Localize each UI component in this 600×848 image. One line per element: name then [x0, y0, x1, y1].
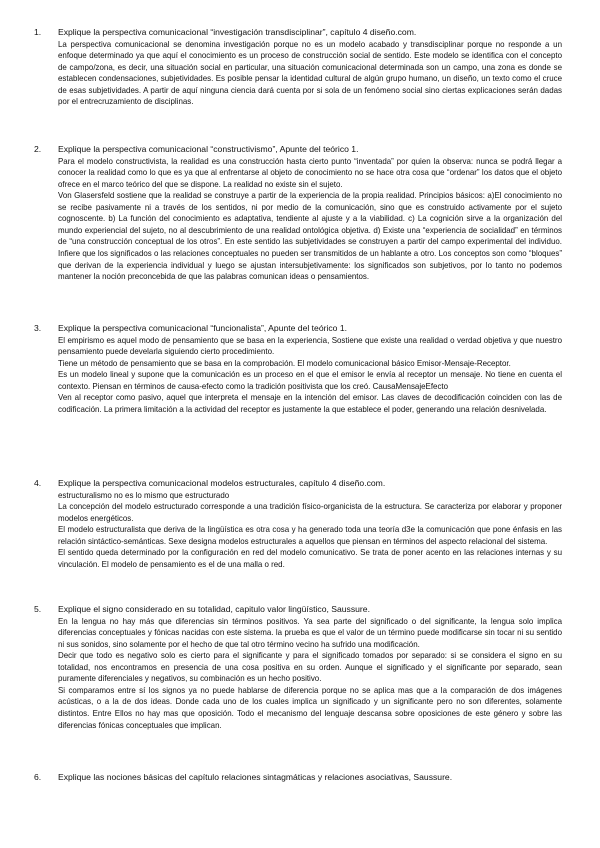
answer-body	[58, 39, 562, 108]
answer-paragraph: Si comparamos entre sí los signos ya no puede hablarse de diferencia porque no se aplica mas que a la comparación de dos imágenes acústicas, o a la de dos ideas. Donde cada uno de los cuales implica un significado y un significante pero no son diferentes, solamente distintos. Entre Ellos no hay mas que oposición. Todo el mecanismo del lenguaje descansa sobre oposiciones de este género y sobre las diferencias fónicas conceptuales que implican.	[58, 685, 562, 730]
question-title: Explique el signo considerado en su totalidad, capitulo valor lingüístico, Saussure.	[58, 604, 370, 614]
question-title: Explique la perspectiva comunicacional “funcionalista”, Apunte del teórico 1.	[58, 323, 348, 333]
question-6	[34, 772, 562, 784]
answer-paragraph: El sentido queda determinado por la configuración en red del modelo comunicativo. Se trata de poner acento en las relaciones internas y su vinculación. El modelo de pensamiento es el de una malla o red.	[58, 548, 562, 569]
question-1	[34, 27, 562, 108]
answer-paragraph: El modelo estructuralista que deriva de la lingüística es otra cosa y ha generado toda una teoría d3e la comunicación que pone énfasis en las relación sintáctico-semánticas. Sexe designa modelos estructurales a aquellos que piensan en términos del aspecto relacional del sistema.	[58, 525, 562, 546]
answer-paragraph: estructuralismo no es lo mismo que estructurado	[58, 490, 230, 500]
answer-paragraph: En la lengua no hay más que diferencias sin términos positivos. Ya sea parte del significado o del significante, la lengua solo implica diferencias conceptuales y fónicas nacidas con este sistema. la prueba es que el valor de un término puede modificarse sin tocar ni su sentido ni sus sonidos, sino solamente por el hecho de que tal otro término vecino ha sufrido una modificación.	[58, 616, 562, 649]
question-5	[34, 604, 562, 731]
answer-paragraph: La concepción del modelo estructurado corresponde a una tradición físico-organicista de la estructura. Se caracteriza por elaborar y proponer modelos energéticos.	[58, 502, 562, 523]
question-number: 6.	[34, 772, 42, 782]
answer-body	[58, 156, 562, 283]
question-title: Explique las nociones básicas del capítulo relaciones sintagmáticas y relaciones asociativas, Saussure.	[58, 772, 453, 782]
question-number: 1.	[34, 27, 42, 37]
answer-paragraph: Decir que todo es negativo solo es cierto para el significante y para el significado tomados por separado: si se considera el signo en su totalidad, nos encontramos en presencia de una cosa positiva en su orden. Aunque el significado y el significante por separado, sean puramente diferenciales y negativos, su combinación es un hecho positivo.	[58, 651, 562, 684]
answer-paragraph: Von Glasersfeld sostiene que la realidad se construye a partir de la experiencia de la propia realidad. Principios básicos: a)El conocimiento no se recibe pasivamente ni a través de los sentidos, ni por medio de la comunicación, sino que es construido activamente por el sujeto cognoscente. b) La función del conocimiento es adaptativa, tendiente al ajuste y a la viabilidad. c) La cognición sirve a la organización del mundo experiencial del sujeto, no al descubrimiento de una realidad ontológica objetiva. d) Existe una “experiencia de socialidad” en términos de “una construcción conceptual de los otros”. En este sentido las subjetividades se construyen a partir del campo experimental del individuo. Infiere que los significados o las relaciones conceptuales no pueden ser transmitidos de un hablante a otro. Los conceptos son como “bloques” que derivan de la experiencia individual y luego se ajustan intersubjetivamente: los significados son subjetivos, por lo tanto no podemos mantener la noción preconcebida de que las palabras comunican ideas o pensamientos.	[58, 191, 562, 282]
answer-paragraph: Ven al receptor como pasivo, aquel que interpreta el mensaje en la intención del emisor. Las claves de decodificación coinciden con las de codificación. La primera limitación a la actividad del receptor es justamente la que establece el poder, generando una relación desnivelada.	[58, 393, 562, 414]
question-number: 5.	[34, 604, 42, 614]
question-3	[34, 323, 562, 415]
question-number: 3.	[34, 323, 42, 333]
answer-body	[58, 335, 562, 416]
question-2	[34, 144, 562, 283]
answer-paragraph: Para el modelo constructivista, la realidad es una construcción hasta cierto punto “inventada” por quien la observa: nunca se podrá llegar a conocer la realidad como lo que es ya que al enfrentarse al objeto de conocimiento no se hace otra cosa que “ordenar” los datos que el objeto ofrece en el marco teórico del que se dispone. La realidad no existe sin el sujeto.	[58, 156, 562, 189]
answer-paragraph: La perspectiva comunicacional se denomina investigación porque no es un modelo acabado y transdisciplinar porque no responde a un enfoque determinado ya que aquí el conocimiento es un proceso de construcción social de sentido. Este modelo se identifica con el concepto de campo/zona, es decir, una situación social en particular, una situación comunicacional determinada son un campo, una zona es donde se establecen condensaciones, subjetividades. Es posible pensar la identidad cultural de algún grupo humano, un diseño, un texto como el cruce de esas subjetividades. A partir de aquí ninguna ciencia dará cuenta por si sola de un fenómeno social sino ciertas explicaciones serán dadas por el entrecruzamiento de disciplinas.	[58, 39, 562, 107]
answer-paragraph: Es un modelo lineal y supone que la comunicación es un proceso en el que el emisor le envía al receptor un mensaje. No tiene en cuenta el contexto. Piensan en términos de causa-efecto como la tradición positivista que los creó. CausaMensajeEfecto	[58, 370, 562, 391]
question-title: Explique la perspectiva comunicacional “investigación transdisciplinar”, capítulo 4 diseño.com.	[58, 27, 417, 37]
question-title: Explique la perspectiva comunicacional modelos estructurales, capítulo 4 diseño.com.	[58, 478, 386, 488]
question-4	[34, 478, 562, 570]
answer-body	[58, 616, 562, 731]
answer-body	[58, 490, 562, 571]
answer-paragraph: El empirismo es aquel modo de pensamiento que se basa en la experiencia, Sostiene que existe una realidad o verdad objetiva y que nuestro pensamiento puede develarla siguiendo cierto procedimiento.	[58, 335, 562, 357]
answer-paragraph: Tiene un método de pensamiento que se basa en la comprobación. El modelo comunicacional básico Emisor-Mensaje-Receptor.	[58, 358, 511, 368]
question-number: 2.	[34, 144, 42, 154]
question-title: Explique la perspectiva comunicacional “constructivismo”, Apunte del teórico 1.	[58, 144, 359, 154]
question-number: 4.	[34, 478, 42, 488]
